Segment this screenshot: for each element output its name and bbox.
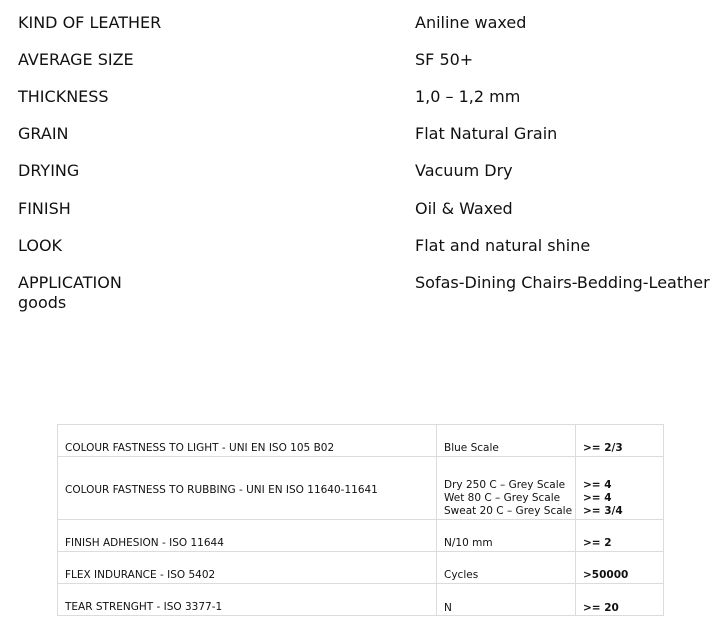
- test-result-line: >= 4: [583, 492, 612, 504]
- test-result-line: >= 20: [583, 602, 619, 614]
- test-result-line: >= 2: [583, 537, 612, 549]
- test-results-table: [57, 424, 664, 616]
- spec-value: Flat Natural Grain: [415, 124, 558, 143]
- spec-label: FINISH: [18, 199, 71, 218]
- spec-value: Flat and natural shine: [415, 236, 591, 255]
- test-method: [437, 552, 576, 584]
- test-result-line: >= 4: [583, 479, 612, 491]
- test-name: COLOUR FASTNESS TO RUBBING - UNI EN ISO 11640-11641: [58, 457, 437, 520]
- spec-label: AVERAGE SIZE: [18, 50, 134, 69]
- test-method-line: Cycles: [444, 569, 479, 581]
- spec-label: LOOK: [18, 236, 63, 255]
- test-method-line: Sweat 20 C – Grey Scale: [444, 505, 573, 517]
- test-method-line: N: [444, 602, 452, 614]
- test-name: FLEX INDURANCE - ISO 5402: [58, 552, 437, 584]
- spec-label: THICKNESS: [18, 87, 109, 106]
- spec-value: Vacuum Dry: [415, 161, 513, 180]
- test-method-line: Dry 250 C – Grey Scale: [444, 479, 566, 491]
- test-result-line: >= 2/3: [583, 442, 623, 454]
- spec-label-line2: goods: [18, 293, 67, 312]
- test-result: [576, 457, 664, 520]
- spec-value: Sofas-Dining Chairs-Bedding-Leather: [415, 273, 710, 292]
- test-method: [437, 584, 576, 616]
- table-row: [58, 584, 664, 616]
- test-method-line: Wet 80 C – Grey Scale: [444, 492, 561, 504]
- test-method-line: N/10 mm: [444, 537, 493, 549]
- table-row: [58, 520, 664, 552]
- table-row: [58, 552, 664, 584]
- test-name: COLOUR FASTNESS TO LIGHT - UNI EN ISO 105 B02: [58, 425, 437, 457]
- test-result: [576, 552, 664, 584]
- spec-value: SF 50+: [415, 50, 474, 69]
- table-row: [58, 457, 664, 520]
- test-name: FINISH ADHESION - ISO 11644: [58, 520, 437, 552]
- spec-value: Aniline waxed: [415, 13, 527, 32]
- test-result: [576, 520, 664, 552]
- spec-value: Oil & Waxed: [415, 199, 513, 218]
- spec-label: DRYING: [18, 161, 80, 180]
- test-method: [437, 520, 576, 552]
- table-row: [58, 425, 664, 457]
- test-name: TEAR STRENGHT - ISO 3377-1: [58, 584, 437, 616]
- spec-label: KIND OF LEATHER: [18, 13, 162, 32]
- test-result: [576, 425, 664, 457]
- test-method: [437, 457, 576, 520]
- spec-label: GRAIN: [18, 124, 69, 143]
- test-result: [576, 584, 664, 616]
- test-method-line: Blue Scale: [444, 442, 499, 454]
- test-result-line: >50000: [583, 569, 629, 581]
- test-result-line: >= 3/4: [583, 505, 623, 517]
- spec-label-line1: APPLICATION: [18, 273, 122, 292]
- spec-label: [18, 273, 218, 313]
- test-method: [437, 425, 576, 457]
- spec-value: 1,0 – 1,2 mm: [415, 87, 521, 106]
